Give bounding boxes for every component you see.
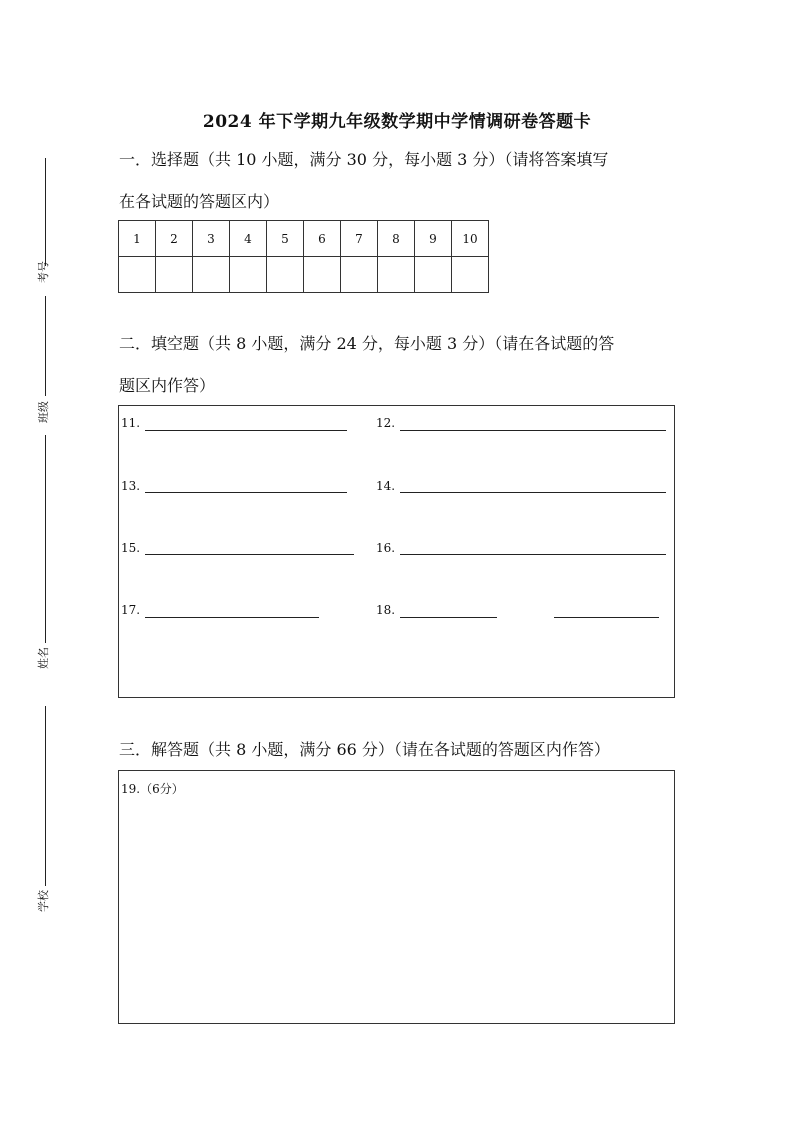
answer-cell[interactable] — [378, 257, 415, 293]
choice-number: 7 — [341, 221, 378, 257]
item-number: 16. — [376, 541, 396, 555]
exam-number-label: 考号 — [37, 261, 50, 283]
question-19-answer-box[interactable] — [118, 770, 675, 1024]
section1-heading-line1: 一．选择题（共 10 小题，满分 30 分，每小题 3 分）（请将答案填写 — [119, 150, 609, 169]
class-label: 班级 — [37, 401, 50, 423]
answer-cell[interactable] — [415, 257, 452, 293]
answer-cell[interactable] — [230, 257, 267, 293]
answer-line[interactable] — [145, 617, 319, 618]
item-number: 14. — [376, 479, 396, 493]
answer-line[interactable] — [554, 617, 659, 618]
fill-in-answer-box — [118, 405, 675, 698]
item-number: 18. — [376, 603, 396, 617]
item-number: 12. — [376, 416, 396, 430]
binding-line — [45, 435, 46, 643]
binding-line — [45, 158, 46, 266]
answer-line[interactable] — [400, 617, 497, 618]
choice-number: 8 — [378, 221, 415, 257]
section2-heading-line2: 题区内作答） — [119, 376, 216, 395]
binding-line — [45, 706, 46, 886]
choice-number: 2 — [156, 221, 193, 257]
answer-line[interactable] — [400, 492, 666, 493]
item-number: 13. — [121, 479, 141, 493]
choice-answer-row — [119, 257, 489, 293]
section3-heading: 三．解答题（共 8 小题，满分 66 分）（请在各试题的答题区内作答） — [119, 740, 610, 759]
choice-answer-table — [118, 220, 489, 293]
choice-header-row — [119, 221, 489, 257]
choice-number: 4 — [230, 221, 267, 257]
choice-number: 3 — [193, 221, 230, 257]
item-number: 11. — [121, 416, 141, 430]
answer-line[interactable] — [145, 492, 347, 493]
choice-number: 1 — [119, 221, 156, 257]
answer-cell[interactable] — [341, 257, 378, 293]
answer-line[interactable] — [400, 554, 666, 555]
binding-line — [45, 296, 46, 396]
item-number: 15. — [121, 541, 141, 555]
section1-heading-line2: 在各试题的答题区内） — [119, 192, 280, 211]
name-label: 姓名 — [37, 647, 50, 669]
answer-cell[interactable] — [119, 257, 156, 293]
question-19-label: 19.（6分） — [121, 782, 184, 796]
answer-line[interactable] — [400, 430, 666, 431]
choice-number: 6 — [304, 221, 341, 257]
answer-cell[interactable] — [193, 257, 230, 293]
school-label: 学校 — [37, 890, 50, 912]
answer-cell[interactable] — [267, 257, 304, 293]
item-number: 17. — [121, 603, 141, 617]
answer-cell[interactable] — [452, 257, 489, 293]
choice-number: 9 — [415, 221, 452, 257]
choice-number: 5 — [267, 221, 304, 257]
answer-line[interactable] — [145, 430, 347, 431]
answer-cell[interactable] — [304, 257, 341, 293]
page-title: 2024 年下学期九年级数学期中学情调研卷答题卡 — [202, 112, 592, 132]
section2-heading-line1: 二．填空题（共 8 小题，满分 24 分，每小题 3 分）（请在各试题的答 — [119, 334, 615, 353]
choice-number: 10 — [452, 221, 489, 257]
answer-cell[interactable] — [156, 257, 193, 293]
answer-line[interactable] — [145, 554, 354, 555]
